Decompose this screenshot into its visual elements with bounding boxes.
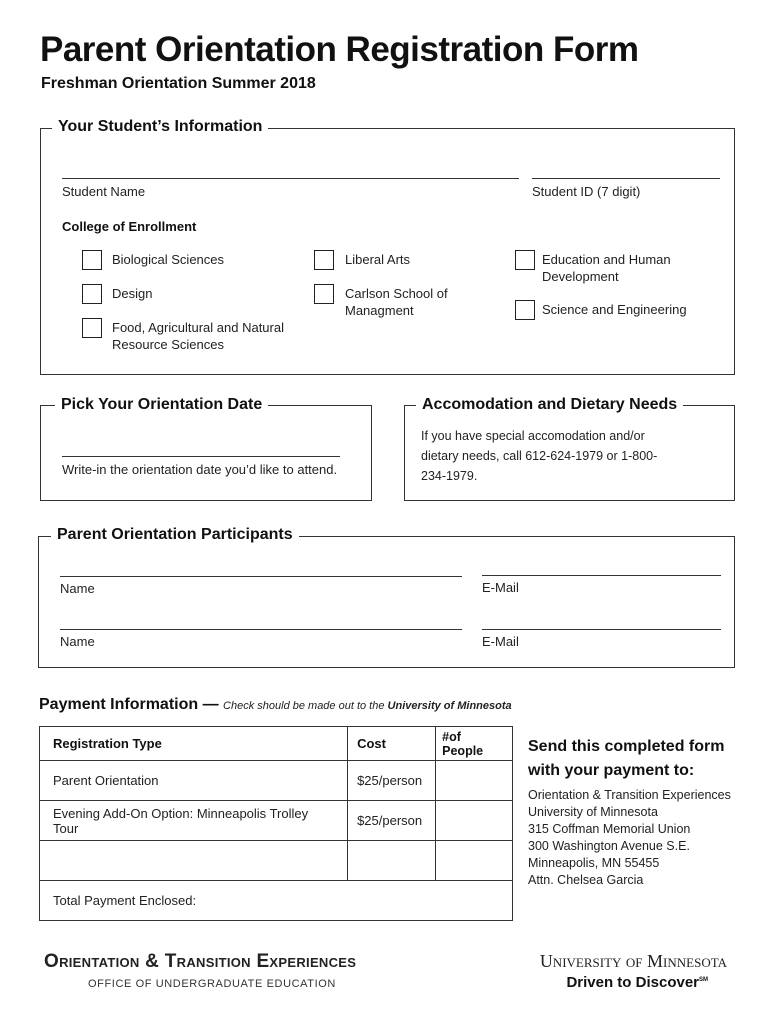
student-name-label: Student Name	[62, 184, 146, 199]
table-row	[40, 761, 513, 801]
people-count-input[interactable]	[436, 761, 513, 801]
college-label-carlson: Carlson School of Managment	[345, 286, 448, 318]
college-label-education-human-dev: Education and Human Development	[542, 252, 671, 284]
checkbox-food-agricultural[interactable]	[82, 318, 102, 338]
total-payment-cell[interactable]: Total Payment Enclosed:	[40, 881, 513, 921]
participant-2-email-label: E-Mail	[482, 634, 519, 649]
college-heading: College of Enrollment	[62, 219, 197, 234]
address-line: Minneapolis, MN 55455	[528, 856, 660, 870]
cost-cell: $25/person	[348, 761, 436, 801]
student-id-label: Student ID (7 digit)	[532, 184, 641, 199]
payment-heading-row	[39, 696, 512, 714]
college-label-food-agricultural: Food, Agricultural and Natural Resource Sciences	[112, 320, 284, 352]
payment-table	[39, 726, 513, 921]
umn-wordmark: University of Minnesota	[539, 951, 727, 971]
column-header-cost: Cost	[348, 727, 436, 761]
umn-tagline-text: Driven to Discover	[566, 974, 699, 991]
participants-section	[38, 536, 735, 668]
participant-1-email-label: E-Mail	[482, 580, 519, 595]
student-id-field[interactable]	[532, 178, 720, 179]
orientation-date-field[interactable]	[62, 456, 340, 457]
mail-to-heading	[528, 735, 724, 783]
ote-logo-subtitle: OFFICE OF UNDERGRADUATE EDUCATION	[88, 978, 336, 990]
orientation-date-legend: Pick Your Orientation Date	[55, 396, 268, 414]
address-line: Orientation & Transition Experiences	[528, 788, 731, 802]
participant-1-email-field[interactable]	[482, 575, 721, 576]
address-line: 300 Washington Avenue S.E.	[528, 839, 690, 853]
payment-heading: Payment Information —	[39, 696, 219, 713]
umn-tagline-mark: SM	[699, 977, 708, 983]
accommodation-legend: Accomodation and Dietary Needs	[416, 396, 683, 414]
checkbox-education-human-dev[interactable]	[515, 250, 535, 270]
column-header-people: #of People	[436, 727, 513, 761]
table-row-total	[40, 881, 513, 921]
address-line: Attn. Chelsea Garcia	[528, 873, 644, 887]
mailing-address	[528, 787, 731, 889]
page-subtitle: Freshman Orientation Summer 2018	[41, 75, 316, 92]
mail-to-heading-line1: Send this completed form	[528, 738, 725, 755]
participant-1-name-label: Name	[60, 581, 95, 596]
blank-type-cell[interactable]	[40, 841, 348, 881]
college-label-biological-sciences: Biological Sciences	[112, 252, 225, 267]
payment-payee: University of Minnesota	[387, 700, 512, 712]
accommodation-text: If you have special accomodation and/or dietary needs, call 612-624-1979 or 1-800-234-1979.	[421, 429, 658, 483]
address-line: University of Minnesota	[528, 805, 658, 819]
table-row	[40, 801, 513, 841]
people-count-input[interactable]	[436, 801, 513, 841]
registration-type-cell: Evening Add-On Option: Minneapolis Trolley Tour	[40, 801, 348, 841]
payment-note	[223, 700, 512, 712]
checkbox-biological-sciences[interactable]	[82, 250, 102, 270]
blank-cost-cell[interactable]	[348, 841, 436, 881]
college-label-design: Design	[112, 286, 153, 301]
registration-type-cell: Parent Orientation	[40, 761, 348, 801]
blank-people-cell[interactable]	[436, 841, 513, 881]
column-header-registration-type: Registration Type	[40, 727, 348, 761]
student-name-field[interactable]	[62, 178, 519, 179]
payment-note-prefix: Check should be made out to the	[223, 700, 385, 712]
participant-2-name-label: Name	[60, 634, 95, 649]
umn-tagline	[566, 974, 708, 991]
checkbox-carlson[interactable]	[314, 284, 334, 304]
college-label-liberal-arts: Liberal Arts	[345, 252, 411, 267]
payment-table-header	[40, 727, 513, 761]
table-row-blank	[40, 841, 513, 881]
page-title: Parent Orientation Registration Form	[40, 30, 639, 69]
orientation-date-section	[40, 405, 372, 501]
participants-legend: Parent Orientation Participants	[51, 526, 299, 544]
student-info-legend: Your Student’s Information	[52, 118, 268, 136]
ote-logo-title: Orientation & Transition Experiences	[44, 951, 357, 972]
participant-2-email-field[interactable]	[482, 629, 721, 630]
cost-cell: $25/person	[348, 801, 436, 841]
college-label-science-engineering: Science and Engineering	[542, 302, 687, 317]
orientation-date-instruction: Write-in the orientation date you’d like to attend.	[62, 462, 338, 477]
checkbox-liberal-arts[interactable]	[314, 250, 334, 270]
participant-2-name-field[interactable]	[60, 629, 462, 630]
address-line: 315 Coffman Memorial Union	[528, 822, 691, 836]
participant-1-name-field[interactable]	[60, 576, 462, 577]
mail-to-heading-line2: with your payment to:	[528, 762, 695, 779]
checkbox-science-engineering[interactable]	[515, 300, 535, 320]
checkbox-design[interactable]	[82, 284, 102, 304]
